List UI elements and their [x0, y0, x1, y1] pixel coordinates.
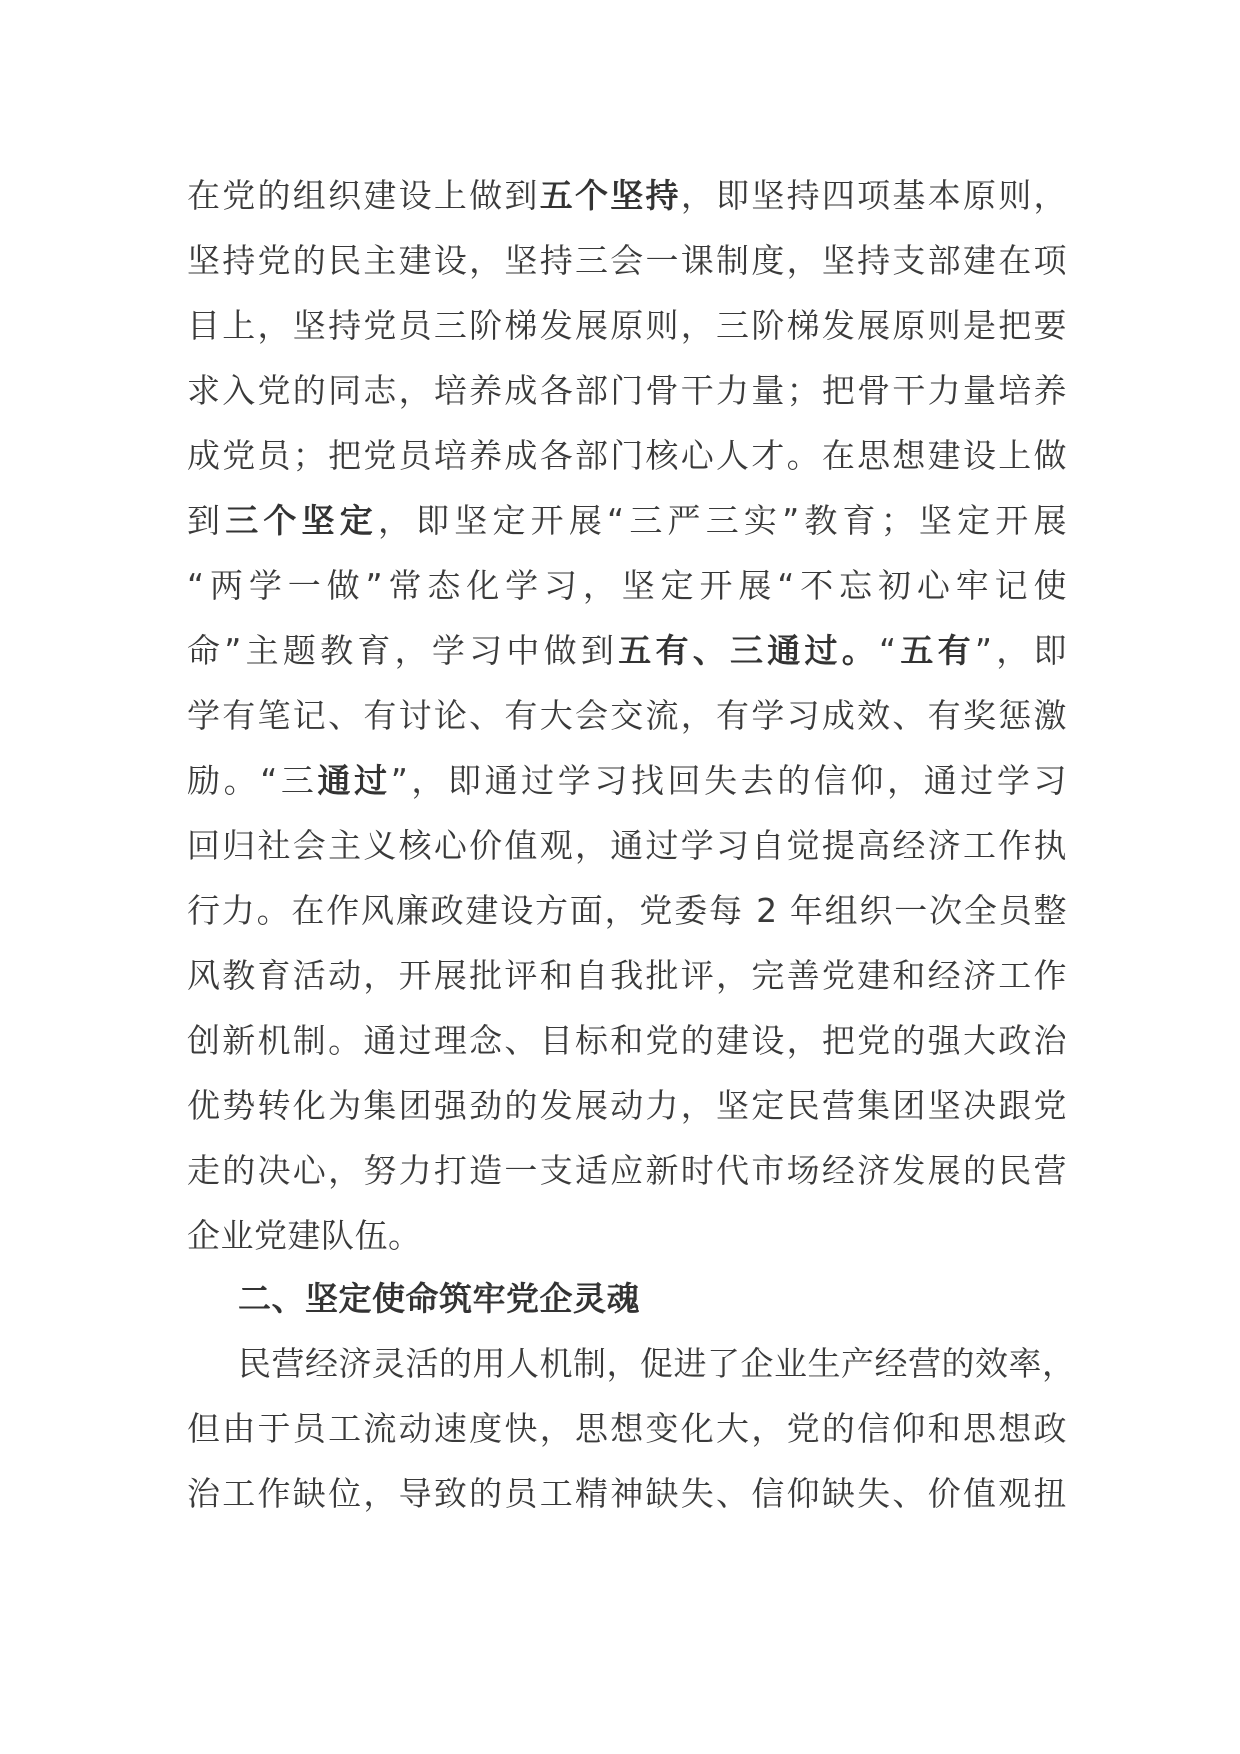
text-run: 励。“三: [187, 761, 318, 800]
text-run: 回归社会主义核心价值观，通过学习自觉提高经济工作执: [187, 826, 1067, 865]
text-run: 求入党的同志，培养成各部门骨干力量；把骨干力量培养: [187, 371, 1067, 410]
text-run: 治工作缺位，导致的员工精神缺失、信仰缺失、价值观扭: [187, 1474, 1067, 1513]
text-line: [187, 488, 1067, 553]
text-run: 民营经济灵活的用人机制，促进了企业生产经营的效率，: [238, 1344, 1076, 1383]
text-line: [187, 163, 1067, 228]
text-run: 优势转化为集团强劲的发展动力，坚定民营集团坚决跟党: [187, 1086, 1067, 1125]
text-line: [187, 943, 1067, 1008]
bold-text: 五个坚持: [539, 176, 681, 215]
text-run: ，即坚定开展“三严三实”教育；坚定开展: [377, 501, 1067, 540]
text-run: 命”主题教育，学习中做到: [187, 631, 619, 670]
text-run: 但由于员工流动速度快，思想变化大，党的信仰和思想政: [187, 1409, 1067, 1448]
text-run: 企业党建队伍。: [187, 1216, 422, 1255]
text-run: ，即坚持四项基本原则，: [680, 176, 1068, 215]
text-line: [187, 1396, 1067, 1461]
text-run: 到: [187, 501, 226, 540]
text-run: 走的决心，努力打造一支适应新时代市场经济发展的民营: [187, 1151, 1067, 1190]
body-paragraph-2: [187, 1331, 1076, 1526]
text-line: [187, 748, 1067, 813]
text-line: [187, 1138, 1067, 1203]
text-line: [187, 1461, 1067, 1526]
text-line: [187, 813, 1067, 878]
text-line: [187, 1331, 1076, 1396]
body-paragraph-1: [187, 163, 1067, 1268]
bold-text: 三个坚定: [225, 501, 378, 540]
section-heading: 二、坚定使命筑牢党企灵魂: [238, 1279, 640, 1318]
text-run: 创新机制。通过理念、目标和党的建设，把党的强大政治: [187, 1021, 1067, 1060]
text-run: 目上，坚持党员三阶梯发展原则，三阶梯发展原则是把要: [187, 306, 1067, 345]
text-line: [187, 1073, 1067, 1138]
text-line: [187, 293, 1067, 358]
bold-text: 五有: [896, 631, 975, 670]
text-run: 学有笔记、有讨论、有大会交流，有学习成效、有奖惩激: [187, 696, 1067, 735]
text-run: ”，即: [974, 631, 1068, 670]
text-run: ”，即通过学习找回失去的信仰，通过学习: [390, 761, 1067, 800]
text-line: [187, 553, 1067, 618]
text-run: 在党的组织建设上做到: [187, 176, 540, 215]
text-line: [187, 683, 1067, 748]
text-line: [187, 618, 1067, 683]
text-line: [187, 358, 1067, 423]
text-line: [187, 228, 1067, 293]
bold-text: 通过: [317, 761, 391, 800]
text-run: “两学一做”常态化学习，坚定开展“不忘初心牢记使: [187, 566, 1067, 605]
text-run: 坚持党的民主建设，坚持三会一课制度，坚持支部建在项: [187, 241, 1067, 280]
text-line: [187, 878, 1067, 943]
text-line: [187, 423, 1067, 488]
bold-text: 五有、三通过。: [618, 631, 879, 670]
text-run: “: [879, 631, 897, 670]
text-line: [187, 1008, 1067, 1073]
text-run: 行力。在作风廉政建设方面，党委每 2 年组织一次全员整: [187, 891, 1067, 930]
text-run: 成党员；把党员培养成各部门核心人才。在思想建设上做: [187, 436, 1067, 475]
text-run: 风教育活动，开展批评和自我批评，完善党建和经济工作: [187, 956, 1067, 995]
text-line: [187, 1203, 1067, 1268]
